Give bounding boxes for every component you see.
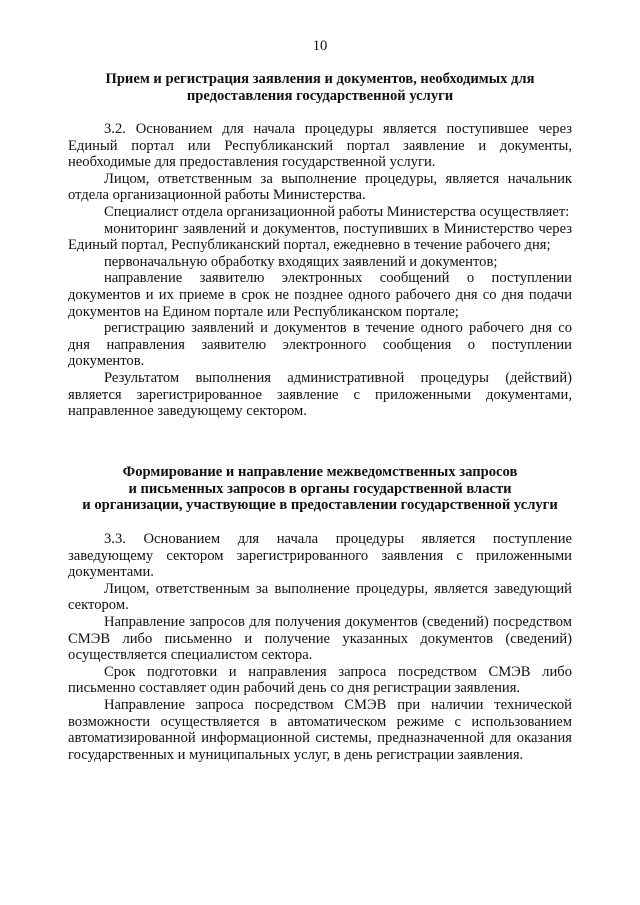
paragraph: Лицом, ответственным за выполнение процедуры, является начальник отдела организационной работы Министерства. — [68, 170, 572, 204]
paragraph: регистрацию заявлений и документов в течение одного рабочего дня со дня направления заявителю электронного сообщения о поступлении документов. — [68, 320, 572, 370]
paragraph: Направление запроса посредством СМЭВ при наличии технической возможности осуществляется в автоматическом режиме с использованием автоматизированной информационной системы, предназначенной для оказания государственных и муниципальных услуг, в день регистрации заявления. — [68, 696, 572, 763]
paragraph: Срок подготовки и направления запроса посредством СМЭВ либо письменно составляет один рабочий день со дня регистрации заявления. — [68, 663, 572, 697]
section-heading-requests — [68, 464, 572, 514]
heading-line: Прием и регистрация заявления и документов, необходимых для — [105, 71, 535, 87]
paragraph: Результатом выполнения административной процедуры (действий) является зарегистрированное заявление с приложенными документами, направленное заведующему сектором. — [68, 369, 572, 420]
heading-line: и организации, участвующие в предоставлении государственной услуги — [82, 497, 558, 514]
paragraph: Специалист отдела организационной работы Министерства осуществляет: — [104, 203, 570, 220]
section-body-reception — [68, 121, 572, 420]
paragraph: Лицом, ответственным за выполнение процедуры, является заведующий сектором. — [68, 580, 572, 614]
section-heading-reception — [90, 71, 550, 104]
section-body-requests — [68, 531, 572, 763]
paragraph: Направление запросов для получения документов (сведений) посредством СМЭВ либо письменно и получение указанных документов (сведений) осуществляется специалистом сектора. — [68, 613, 572, 664]
paragraph: первоначальную обработку входящих заявлений и документов; — [104, 253, 498, 270]
heading-line: и письменных запросов в органы государственной власти — [128, 480, 512, 497]
paragraph: мониторинг заявлений и документов, поступивших в Министерство через Единый портал, Республиканский портал, ежедневно в течение рабочего дня; — [68, 220, 572, 254]
paragraph: 3.2. Основанием для начала процедуры является поступившее через Единый портал или Республиканский портал заявление и документы, необходимые для предоставления государственной услуги. — [68, 121, 572, 171]
paragraph: направление заявителю электронных сообщений о поступлении документов и их приеме в срок не позднее одного рабочего дня со дня подачи документов на Едином портале или Республиканском портале; — [68, 270, 572, 320]
page-number: 10 — [312, 38, 328, 54]
heading-line: предоставления государственной услуги — [186, 87, 454, 104]
heading-line: Формирование и направление межведомственных запросов — [122, 464, 518, 480]
paragraph: 3.3. Основанием для начала процедуры является поступление заведующему сектором зарегистрированного заявления с приложенными документами. — [68, 531, 572, 581]
